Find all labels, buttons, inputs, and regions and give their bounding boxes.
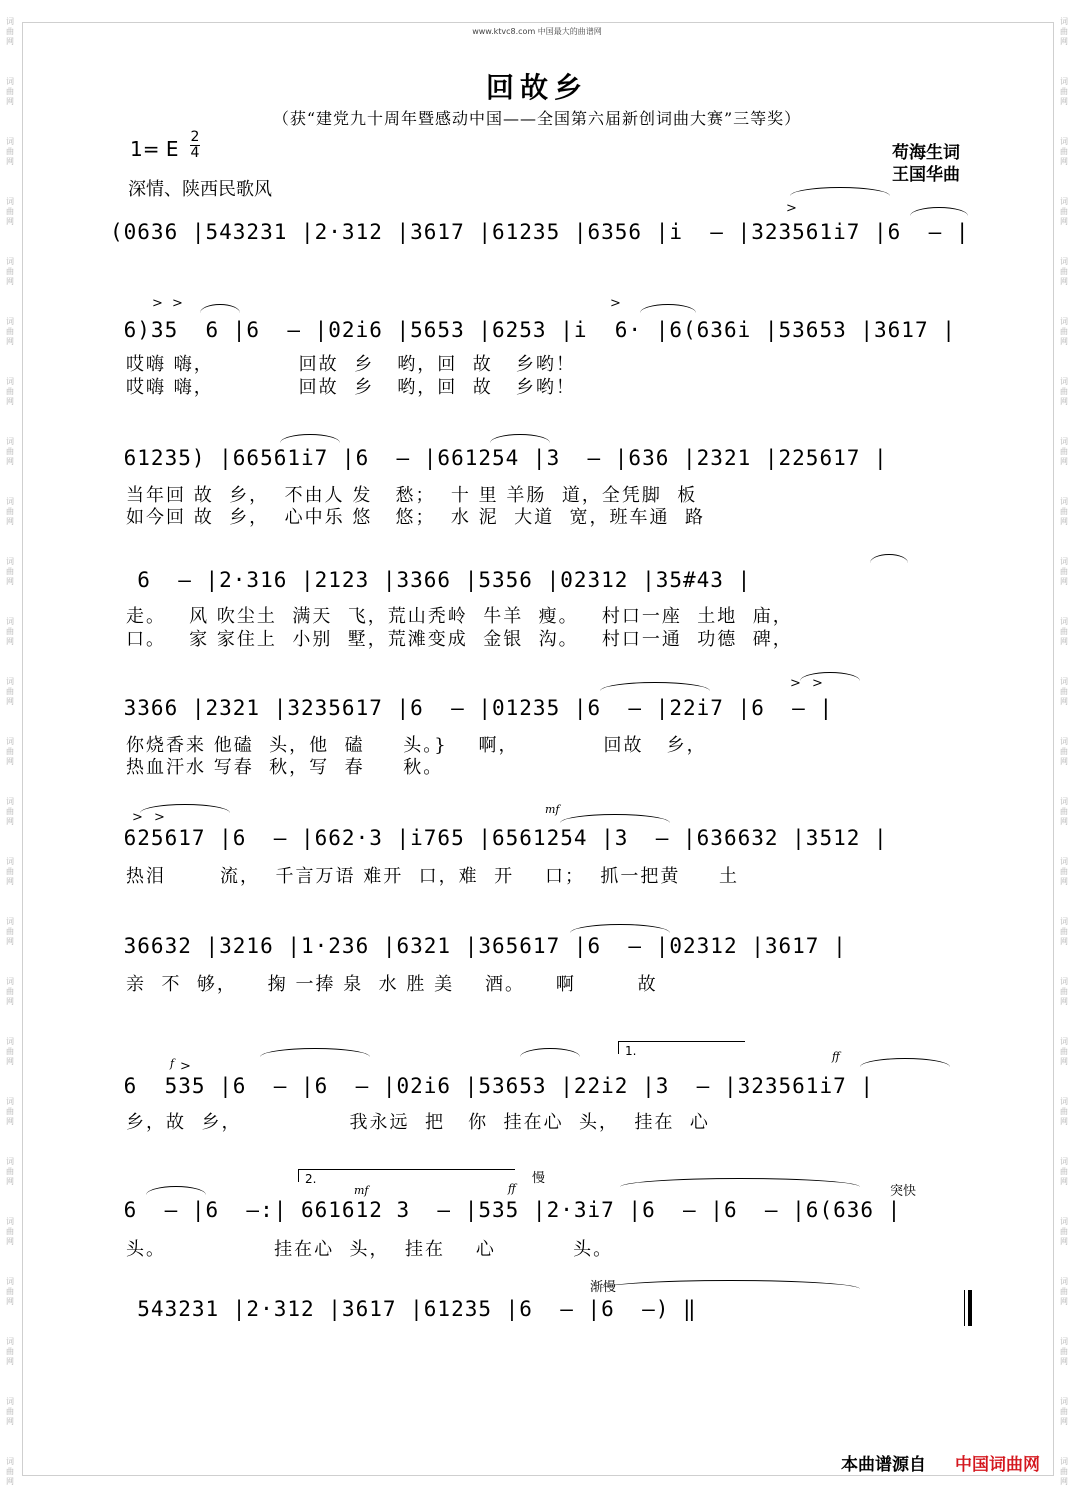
award-subtitle: （获“建党九十周年暨感动中国——全国第六届新创词曲大赛”三等奖） [272, 109, 802, 128]
notation-row: 6 – |2·316 |2123 |3366 |5356 |02312 |35#43 | [110, 568, 752, 592]
accent-mark: > [172, 296, 183, 311]
side-watermark-char: 网 [1060, 637, 1068, 646]
side-watermark-char: 词 [1060, 1277, 1068, 1286]
side-watermark-char: 网 [6, 457, 14, 466]
side-watermark-char: 网 [6, 397, 14, 406]
side-watermark-char: 曲 [6, 1107, 14, 1116]
side-watermark-char: 曲 [6, 687, 14, 696]
side-watermark-char: 词 [1060, 1337, 1068, 1346]
side-watermark-char: 网 [1060, 1057, 1068, 1066]
side-watermark-char: 网 [6, 1297, 14, 1306]
side-watermark-char: 词 [6, 1097, 14, 1106]
side-watermark-char: 词 [1060, 917, 1068, 926]
side-watermark-char: 词 [1060, 1037, 1068, 1046]
side-watermark-char: 曲 [1060, 447, 1068, 456]
side-watermark-char: 曲 [6, 867, 14, 876]
tempo-slow-mark: 慢 [532, 1171, 546, 1186]
side-watermark-char: 词 [1060, 197, 1068, 206]
side-watermark-char: 词 [6, 1277, 14, 1286]
side-watermark-char: 曲 [1060, 387, 1068, 396]
side-watermark-char: 网 [1060, 337, 1068, 346]
side-watermark-char: 词 [6, 1217, 14, 1226]
lyricist-credit: 苟海生词 [892, 143, 960, 163]
side-watermark-char: 网 [6, 1117, 14, 1126]
side-watermark-char: 词 [1060, 857, 1068, 866]
accent-mark: > [180, 1059, 191, 1074]
side-watermark-char: 网 [1060, 217, 1068, 226]
side-watermark-char: 网 [1060, 517, 1068, 526]
time-signature-top: 2 [190, 129, 200, 145]
side-watermark-char: 词 [6, 497, 14, 506]
side-watermark-char: 网 [1060, 1477, 1068, 1486]
side-watermark-char: 曲 [6, 1467, 14, 1476]
side-watermark-char: 曲 [6, 387, 14, 396]
side-watermark-char: 词 [6, 1337, 14, 1346]
side-watermark-char: 曲 [1060, 927, 1068, 936]
accent-mark: > [132, 810, 143, 825]
side-watermark-char: 网 [6, 37, 14, 46]
lyric-line: 哎嗨 嗨， 回故 乡 哟，回 故 乡哟！ [126, 354, 576, 375]
side-watermark-char: 词 [6, 1157, 14, 1166]
side-watermark-char: 词 [1060, 1397, 1068, 1406]
side-watermark-char: 网 [1060, 1117, 1068, 1126]
side-watermark-char: 网 [6, 1417, 14, 1426]
side-watermark-char: 词 [1060, 17, 1068, 26]
side-watermark-char: 词 [6, 377, 14, 386]
side-watermark-char: 网 [6, 217, 14, 226]
side-watermark-char: 曲 [6, 447, 14, 456]
side-watermark-char: 曲 [6, 927, 14, 936]
dynamic-mf-mark: mf [354, 1184, 369, 1197]
side-watermark-char: 曲 [1060, 867, 1068, 876]
side-watermark-char: 曲 [1060, 1167, 1068, 1176]
side-watermark-char: 曲 [6, 627, 14, 636]
dynamic-f-mark: f [170, 1057, 175, 1070]
side-watermark-char: 曲 [1060, 507, 1068, 516]
side-watermark-char: 网 [1060, 457, 1068, 466]
side-watermark-char: 词 [1060, 557, 1068, 566]
side-watermark-char: 网 [6, 757, 14, 766]
side-watermark-char: 网 [1060, 1297, 1068, 1306]
side-watermark-char: 网 [6, 877, 14, 886]
side-watermark-char: 词 [6, 317, 14, 326]
side-watermark-char: 词 [1060, 1097, 1068, 1106]
notation-row: 6)35 6 |6 – |02i6 |5653 |6253 |i 6· |6(636i |53653 |3617 | [110, 318, 956, 342]
notation-row: 61235) |66561i7 |6 – |661254 |3 – |636 |2321 |225617 | [110, 446, 888, 470]
side-watermark-char: 词 [6, 617, 14, 626]
site-watermark: www.ktvc8.com 中国最大的曲谱网 [472, 27, 602, 36]
side-watermark-char: 网 [1060, 697, 1068, 706]
side-watermark-char: 网 [6, 1477, 14, 1486]
side-watermark-char: 曲 [1060, 627, 1068, 636]
composer-credit: 王国华曲 [892, 165, 960, 185]
notation-row: 3366 |2321 |3235617 |6 – |01235 |6 – |22i7 |6 – | [110, 696, 834, 720]
side-watermark-char: 曲 [1060, 87, 1068, 96]
final-barline [964, 1290, 972, 1326]
side-watermark-char: 曲 [1060, 27, 1068, 36]
side-watermark-char: 曲 [1060, 987, 1068, 996]
side-watermark-char: 曲 [1060, 1347, 1068, 1356]
side-watermark-char: 词 [6, 857, 14, 866]
side-watermark-char: 曲 [6, 507, 14, 516]
side-watermark-char: 曲 [1060, 1107, 1068, 1116]
lyric-line: 如今回 故 乡， 心中乐 悠 悠； 水 泥 大道 宽，班车通 路 [126, 507, 705, 528]
side-watermark-char: 曲 [6, 147, 14, 156]
side-watermark-char: 曲 [6, 207, 14, 216]
side-watermark-char: 词 [6, 1457, 14, 1466]
notation-row: 543231 |2·312 |3617 |61235 |6 – |6 –) ‖ [110, 1297, 697, 1321]
accent-mark: > [152, 296, 163, 311]
side-watermark-char: 曲 [1060, 267, 1068, 276]
side-watermark-char: 词 [6, 257, 14, 266]
side-watermark-char: 曲 [6, 1047, 14, 1056]
side-watermark-char: 词 [6, 917, 14, 926]
side-watermark-char: 词 [6, 557, 14, 566]
accent-mark: > [812, 676, 823, 691]
notation-row: 36632 |3216 |1·236 |6321 |365617 |6 – |02312 |3617 | [110, 934, 847, 958]
volta-first-ending: 1. [618, 1041, 745, 1054]
lyric-line: 哎嗨 嗨， 回故 乡 哟，回 故 乡哟！ [126, 377, 576, 398]
side-watermark-char: 曲 [6, 1287, 14, 1296]
accent-mark: > [610, 296, 621, 311]
side-watermark-char: 曲 [6, 807, 14, 816]
side-watermark-char: 词 [1060, 497, 1068, 506]
side-watermark-char: 曲 [1060, 1287, 1068, 1296]
lyric-line: 走。 风 吹尘土 满天 飞，荒山秃岭 牛羊 瘦。 村口一座 土地 庙， [126, 606, 793, 627]
tempo-ritard-mark: 渐慢 [590, 1280, 617, 1295]
volta-second-ending: 2. [298, 1169, 515, 1182]
accent-mark: > [786, 201, 797, 216]
side-watermark-char: 曲 [1060, 1227, 1068, 1236]
side-watermark-char: 网 [1060, 157, 1068, 166]
notation-row: 6 – |6 –:| 661612 3 – |535 |2·3i7 |6 – |6 – |6(636 | [110, 1198, 902, 1222]
side-watermark-char: 曲 [1060, 747, 1068, 756]
side-watermark-char: 词 [1060, 257, 1068, 266]
side-watermark-char: 曲 [6, 567, 14, 576]
side-watermark-char: 网 [1060, 397, 1068, 406]
side-watermark-char: 词 [6, 1397, 14, 1406]
side-watermark-char: 网 [1060, 997, 1068, 1006]
side-watermark-char: 曲 [1060, 1407, 1068, 1416]
side-watermark-char: 网 [6, 697, 14, 706]
side-watermark-char: 词 [6, 77, 14, 86]
side-watermark-char: 词 [6, 197, 14, 206]
side-watermark-char: 词 [1060, 137, 1068, 146]
side-watermark-char: 曲 [6, 327, 14, 336]
side-watermark-char: 词 [6, 1037, 14, 1046]
side-watermark-char: 网 [6, 1357, 14, 1366]
side-watermark-char: 网 [6, 1177, 14, 1186]
side-watermark-char: 网 [1060, 877, 1068, 886]
lyric-line: 热血汗水 写春 秋，写 春 秋。 [126, 757, 444, 778]
side-watermark-char: 词 [1060, 1217, 1068, 1226]
side-watermark-char: 曲 [1060, 1047, 1068, 1056]
time-signature-bottom: 4 [190, 145, 200, 161]
side-watermark-char: 曲 [6, 1227, 14, 1236]
side-watermark-char: 网 [1060, 97, 1068, 106]
lyric-line: 乡，故 乡， 我永远 把 你 挂在心 头， 挂在 心 [126, 1112, 710, 1133]
side-watermark-char: 曲 [1060, 207, 1068, 216]
lyric-line: 头。 挂在心 头， 挂在 心 头。 [126, 1239, 614, 1260]
side-watermark-char: 曲 [6, 1407, 14, 1416]
side-watermark-char: 词 [6, 737, 14, 746]
side-watermark-char: 网 [1060, 277, 1068, 286]
performance-style: 深情、陕西民歌风 [128, 179, 272, 200]
side-watermark-char: 网 [6, 277, 14, 286]
side-watermark-char: 网 [6, 1237, 14, 1246]
source-site[interactable]: 中国词曲网 [955, 1455, 1040, 1475]
side-watermark-char: 网 [6, 937, 14, 946]
side-watermark-char: 网 [6, 337, 14, 346]
side-watermark-char: 词 [1060, 317, 1068, 326]
side-watermark-char: 曲 [6, 87, 14, 96]
side-watermark-char: 曲 [1060, 567, 1068, 576]
side-watermark-char: 词 [6, 797, 14, 806]
side-watermark-char: 曲 [6, 987, 14, 996]
side-watermark-char: 网 [1060, 1237, 1068, 1246]
side-watermark-char: 网 [1060, 1357, 1068, 1366]
side-watermark-char: 曲 [1060, 1467, 1068, 1476]
side-watermark-char: 曲 [1060, 327, 1068, 336]
side-watermark-char: 词 [1060, 677, 1068, 686]
side-watermark-char: 网 [6, 157, 14, 166]
side-watermark-char: 词 [1060, 977, 1068, 986]
dynamic-ff-mark: ff [832, 1050, 840, 1063]
side-watermark-char: 曲 [6, 747, 14, 756]
side-watermark-char: 词 [6, 137, 14, 146]
side-watermark-char: 曲 [6, 1167, 14, 1176]
side-watermark-char: 网 [1060, 937, 1068, 946]
side-watermark-char: 网 [6, 637, 14, 646]
side-watermark-char: 词 [1060, 437, 1068, 446]
side-watermark-char: 网 [1060, 577, 1068, 586]
dynamic-mf-mark: mf [545, 803, 560, 816]
side-watermark-char: 词 [6, 437, 14, 446]
lyric-line: 当年回 故 乡， 不由人 发 愁； 十 里 羊肠 道，全凭脚 板 [126, 485, 698, 506]
side-watermark-char: 网 [6, 577, 14, 586]
side-watermark-char: 网 [6, 97, 14, 106]
lyric-line: 亲 不 够， 掬 一捧 泉 水 胜 美 酒。 啊 故 [126, 974, 658, 995]
side-watermark-char: 词 [6, 17, 14, 26]
key-signature: 1= E [130, 137, 179, 161]
side-watermark-char: 网 [1060, 1177, 1068, 1186]
side-watermark-char: 曲 [1060, 147, 1068, 156]
dynamic-ff-mark: ff [508, 1182, 516, 1195]
side-watermark-char: 词 [1060, 377, 1068, 386]
side-watermark-char: 曲 [1060, 687, 1068, 696]
side-watermark-char: 词 [1060, 77, 1068, 86]
side-watermark-char: 词 [6, 977, 14, 986]
side-watermark-char: 词 [1060, 797, 1068, 806]
side-watermark-char: 网 [6, 997, 14, 1006]
side-watermark-char: 网 [1060, 757, 1068, 766]
song-title: 回故乡 [485, 71, 588, 104]
side-watermark-char: 网 [6, 1057, 14, 1066]
side-watermark-char: 网 [6, 817, 14, 826]
time-signature [190, 130, 200, 161]
side-watermark-char: 曲 [6, 27, 14, 36]
side-watermark-char: 网 [1060, 1417, 1068, 1426]
tempo-fast-mark: 突快 [890, 1184, 917, 1199]
side-watermark-char: 词 [1060, 1157, 1068, 1166]
side-watermark-char: 词 [6, 677, 14, 686]
side-watermark-char: 网 [1060, 37, 1068, 46]
notation-row: 6 535 |6 – |6 – |02i6 |53653 |22i2 |3 – |323561i7 | [110, 1074, 875, 1098]
lyric-line: 你烧香来 他磕 头，他 磕 头。} 啊， 回故 乡， [126, 735, 707, 756]
side-watermark-char: 网 [1060, 817, 1068, 826]
side-watermark-char: 词 [1060, 1457, 1068, 1466]
source-label: 本曲谱源自 [841, 1455, 926, 1475]
accent-mark: > [790, 676, 801, 691]
side-watermark-char: 词 [1060, 737, 1068, 746]
side-watermark-char: 曲 [1060, 807, 1068, 816]
accent-mark: > [154, 810, 165, 825]
side-watermark-char: 词 [1060, 617, 1068, 626]
side-watermark-char: 网 [6, 517, 14, 526]
side-watermark-char: 曲 [6, 1347, 14, 1356]
notation-row: 625617 |6 – |662·3 |i765 |6561254 |3 – |636632 |3512 | [110, 826, 888, 850]
lyric-line: 热泪 流， 千言万语 难开 口，难 开 口； 抓一把黄 土 [126, 866, 740, 887]
notation-row: (0636 |543231 |2·312 |3617 |61235 |6356 |i – |323561i7 |6 – | [110, 220, 970, 244]
side-watermark-char: 曲 [6, 267, 14, 276]
lyric-line: 口。 家 家住上 小别 墅，荒滩变成 金银 沟。 村口一通 功德 碑， [126, 629, 793, 650]
